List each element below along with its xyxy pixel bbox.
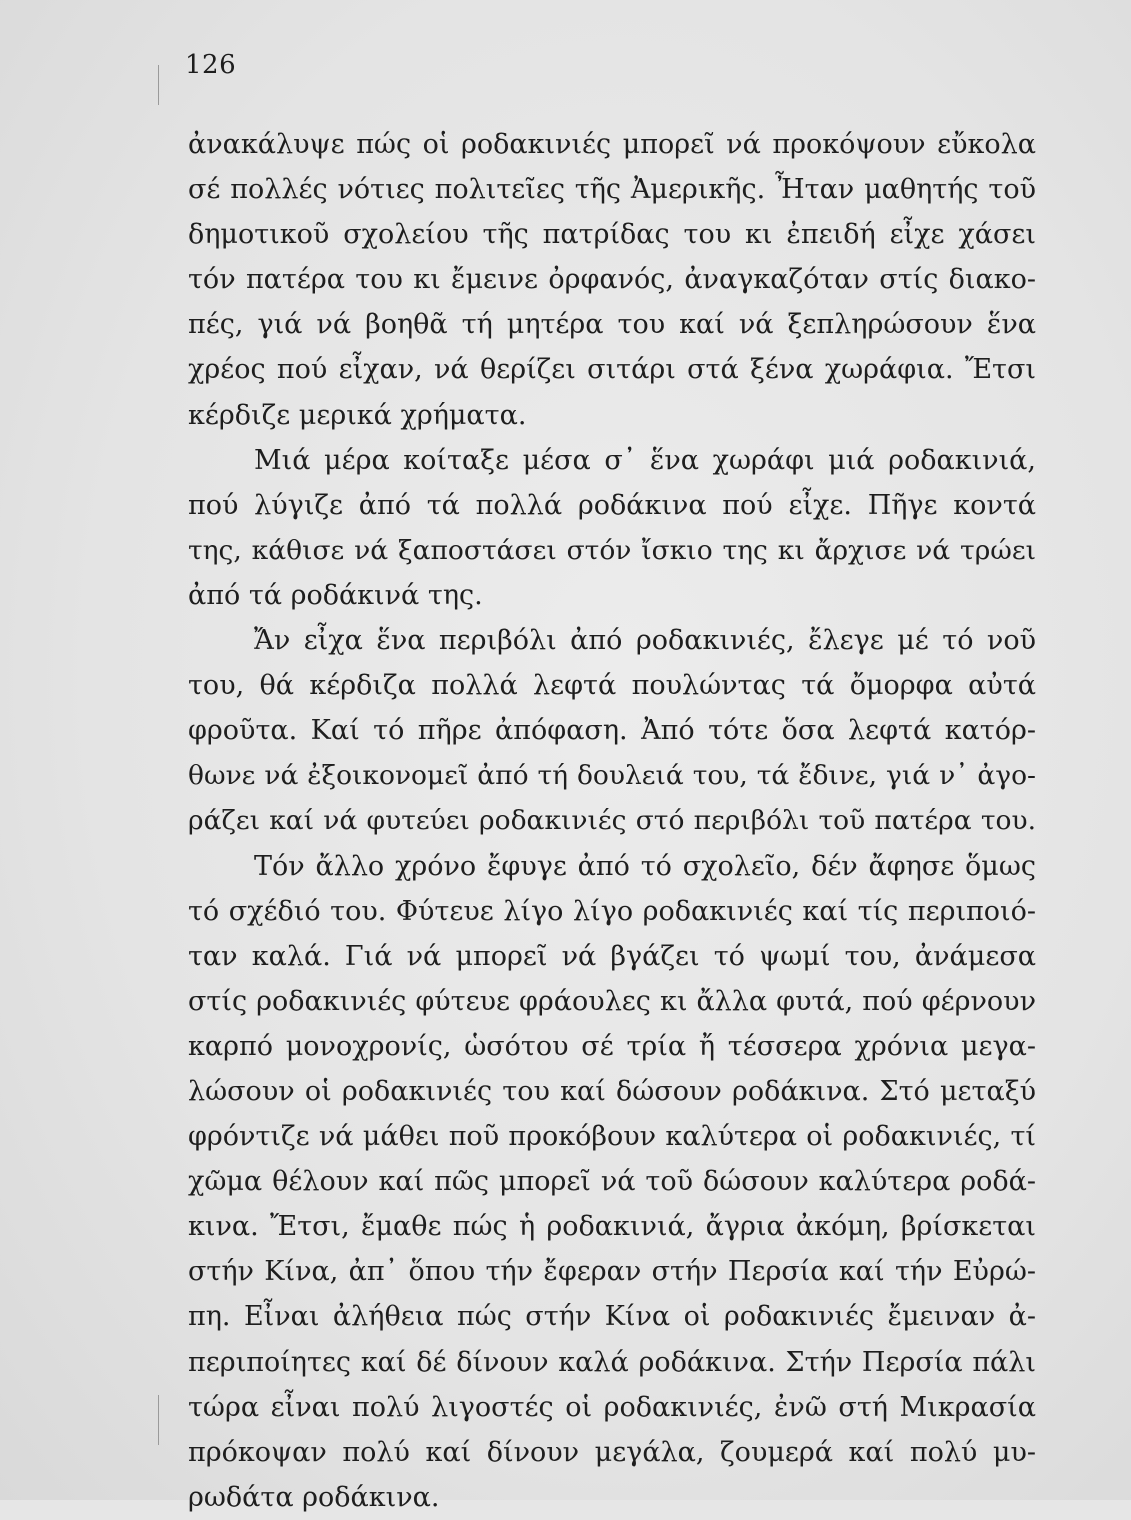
paragraph-start: Ἄν εἶχα ἕνα περιβόλι ἀπό ροδακινιές, ἔλεγε μέ τό νοῦ [254,625,1036,657]
text-line: πη. Εἶναι ἀλήθεια πώς στήν Κίνα οἱ ροδακινιές ἔμειναν ἀ- [188,1301,1036,1333]
text-line: κέρδιζε μερικά χρήματα. [188,399,527,431]
text-line: φροῦτα. Καί τό πῆρε ἀπόφαση. Ἀπό τότε ὅσα λεφτά κατόρ- [188,715,1036,747]
text-line: τώρα εἶναι πολύ λιγοστές οἱ ροδακινιές, ἐνῶ στή Μικρασία [188,1391,1036,1423]
text-line: τό σχέδιό του. Φύτευε λίγο λίγο ροδακινιές καί τίς περιποιό- [188,895,1036,927]
text-line: κινα. Ἔτσι, ἔμαθε πώς ἡ ροδακινιά, ἄγρια ἀκόμη, βρίσκεται [188,1211,1036,1243]
text-line: θωνε νά ἐξοικονομεῖ ἀπό τή δουλειά του, τά ἔδινε, γιά ν᾽ ἀγο- [188,760,1036,792]
text-line: της, κάθισε νά ξαποστάσει στόν ἴσκιο της κι ἄρχισε νά τρώει [188,534,1036,566]
text-line: περιποίητες καί δέ δίνουν καλά ροδάκινα. Στήν Περσία πάλι [188,1346,1036,1378]
text-line: χρέος πού εἶχαν, νά θερίζει σιτάρι στά ξένα χωράφια. Ἔτσι [188,354,1036,386]
text-line: χῶμα θέλουν καί πῶς μπορεῖ νά τοῦ δώσουν καλύτερα ροδά- [188,1166,1036,1198]
text-line: του, θά κέρδιζα πολλά λεφτά πουλώντας τά ὄμορφα αὐτά [188,670,1036,702]
text-line: δημοτικοῦ σχολείου τῆς πατρίδας του κι ἐπειδή εἶχε χάσει [188,219,1036,251]
text-line: τόν πατέρα του κι ἔμεινε ὀρφανός, ἀναγκαζόταν στίς διακο- [188,264,1036,296]
body-text [188,122,1036,1520]
text-line: σέ πολλές νότιες πολιτεῖες τῆς Ἀμερικῆς. Ἦταν μαθητής τοῦ [188,174,1036,206]
text-line: πού λύγιζε ἀπό τά πολλά ροδάκινα πού εἶχε. Πῆγε κοντά [188,489,1036,521]
text-line: λώσουν οἱ ροδακινιές του καί δώσουν ροδάκινα. Στό μεταξύ [188,1075,1036,1107]
text-line: πρόκοψαν πολύ καί δίνουν μεγάλα, ζουμερά καί πολύ μυ- [188,1436,1036,1468]
margin-mark [158,65,159,105]
text-line: στήν Κίνα, ἀπ᾽ ὅπου τήν ἔφεραν στήν Περσία καί τήν Εὐρώ- [188,1256,1036,1288]
text-line: ράζει καί νά φυτεύει ροδακινιές στό περιβόλι τοῦ πατέρα του. [188,805,1036,837]
text-line: ἀπό τά ροδάκινά της. [188,579,483,611]
text-line: στίς ροδακινιές φύτευε φράουλες κι ἄλλα φυτά, πού φέρνουν [188,985,1036,1017]
text-line: καρπό μονοχρονίς, ὡσότου σέ τρία ἤ τέσσερα χρόνια μεγα- [188,1030,1036,1062]
text-line: φρόντιζε νά μάθει ποῦ προκόβουν καλύτερα οἱ ροδακινιές, τί [188,1121,1036,1153]
paragraph-start: Μιά μέρα κοίταξε μέσα σ᾽ ἕνα χωράφι μιά ροδακινιά, [254,444,1036,476]
text-line: ταν καλά. Γιά νά μπορεῖ νά βγάζει τό ψωμί του, ἀνάμεσα [188,940,1036,972]
paragraph-start: Τόν ἄλλο χρόνο ἔφυγε ἀπό τό σχολεῖο, δέν ἄφησε ὅμως [254,850,1036,882]
page-number: 126 [185,50,237,80]
text-line: πές, γιά νά βοηθᾶ τή μητέρα του καί νά ξεπληρώσουν ἕνα [188,309,1036,341]
text-line: ρωδάτα ροδάκινα. [188,1481,440,1513]
text-line: ἀνακάλυψε πώς οἱ ροδακινιές μπορεῖ νά προκόψουν εὔκολα [188,129,1036,160]
margin-mark [158,1395,159,1445]
